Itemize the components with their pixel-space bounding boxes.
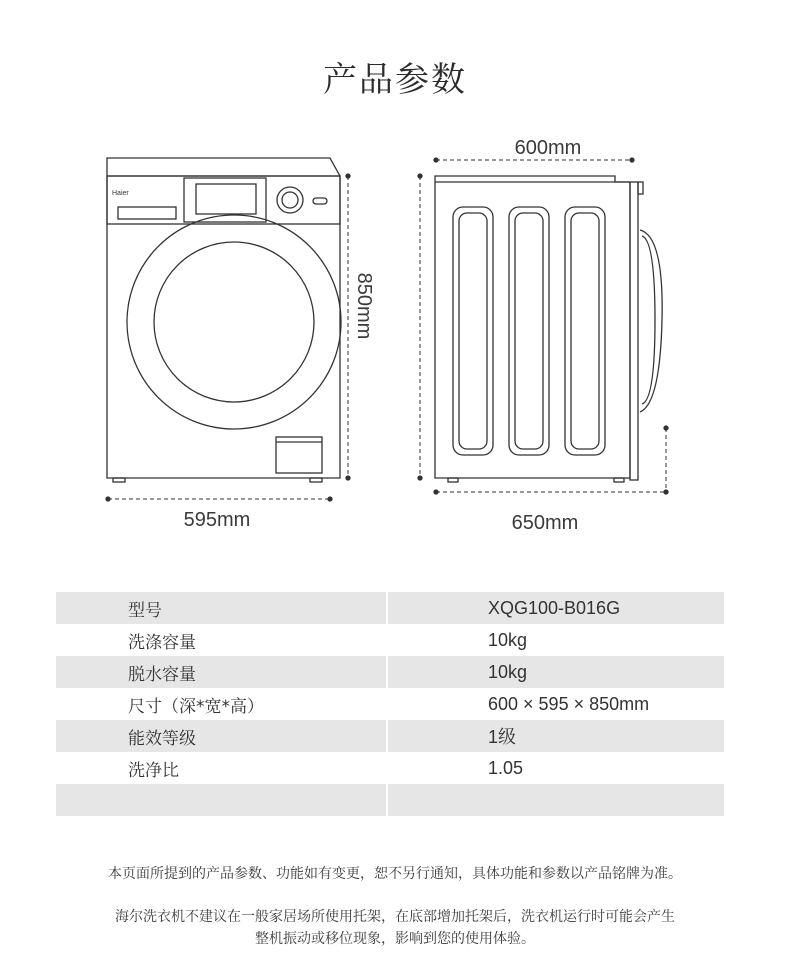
param-key: 脱水容量 <box>56 656 386 688</box>
param-key: 尺寸（深*宽*高） <box>128 696 264 717</box>
table-row <box>56 592 724 624</box>
page-title: 产品参数 <box>323 60 467 100</box>
table-row <box>56 624 724 656</box>
front-width-label: 595mm <box>183 509 251 531</box>
param-value: 10kg <box>488 629 528 650</box>
param-value: XQG100-B016G <box>388 592 724 624</box>
washer-side-view <box>435 176 662 482</box>
param-key <box>56 784 386 816</box>
param-value <box>388 784 724 816</box>
washer-front-view <box>107 158 341 482</box>
side-top-label: 600mm <box>514 137 582 159</box>
param-key: 洗净比 <box>128 760 179 781</box>
param-key: 能效等级 <box>56 720 386 752</box>
bracket-warning-line1: 海尔洗衣机不建议在一般家居场所使用托架，在底部增加托架后，洗衣机运行时可能会产生 <box>115 909 675 925</box>
height-label: 850mm <box>353 272 375 340</box>
params-table <box>56 592 724 816</box>
disclaimer-note: 本页面所提到的产品参数、功能如有变更，恕不另行通知，具体功能和参数以产品铭牌为准。 <box>108 866 682 882</box>
bracket-warning-line2: 整机振动或移位现象，影响到您的使用体验。 <box>255 931 535 947</box>
param-key: 洗涤容量 <box>128 632 196 653</box>
table-row <box>56 688 724 720</box>
param-value: 10kg <box>388 656 724 688</box>
param-value: 1.05 <box>488 757 524 778</box>
table-row <box>56 784 724 816</box>
param-value: 1级 <box>388 720 724 752</box>
table-row <box>56 752 724 784</box>
param-value: 600 × 595 × 850mm <box>488 693 650 714</box>
table-row <box>56 720 724 752</box>
table-row <box>56 656 724 688</box>
side-bottom-label: 650mm <box>511 512 579 534</box>
param-key: 型号 <box>56 592 386 624</box>
brand-logo: Haier <box>112 190 129 197</box>
